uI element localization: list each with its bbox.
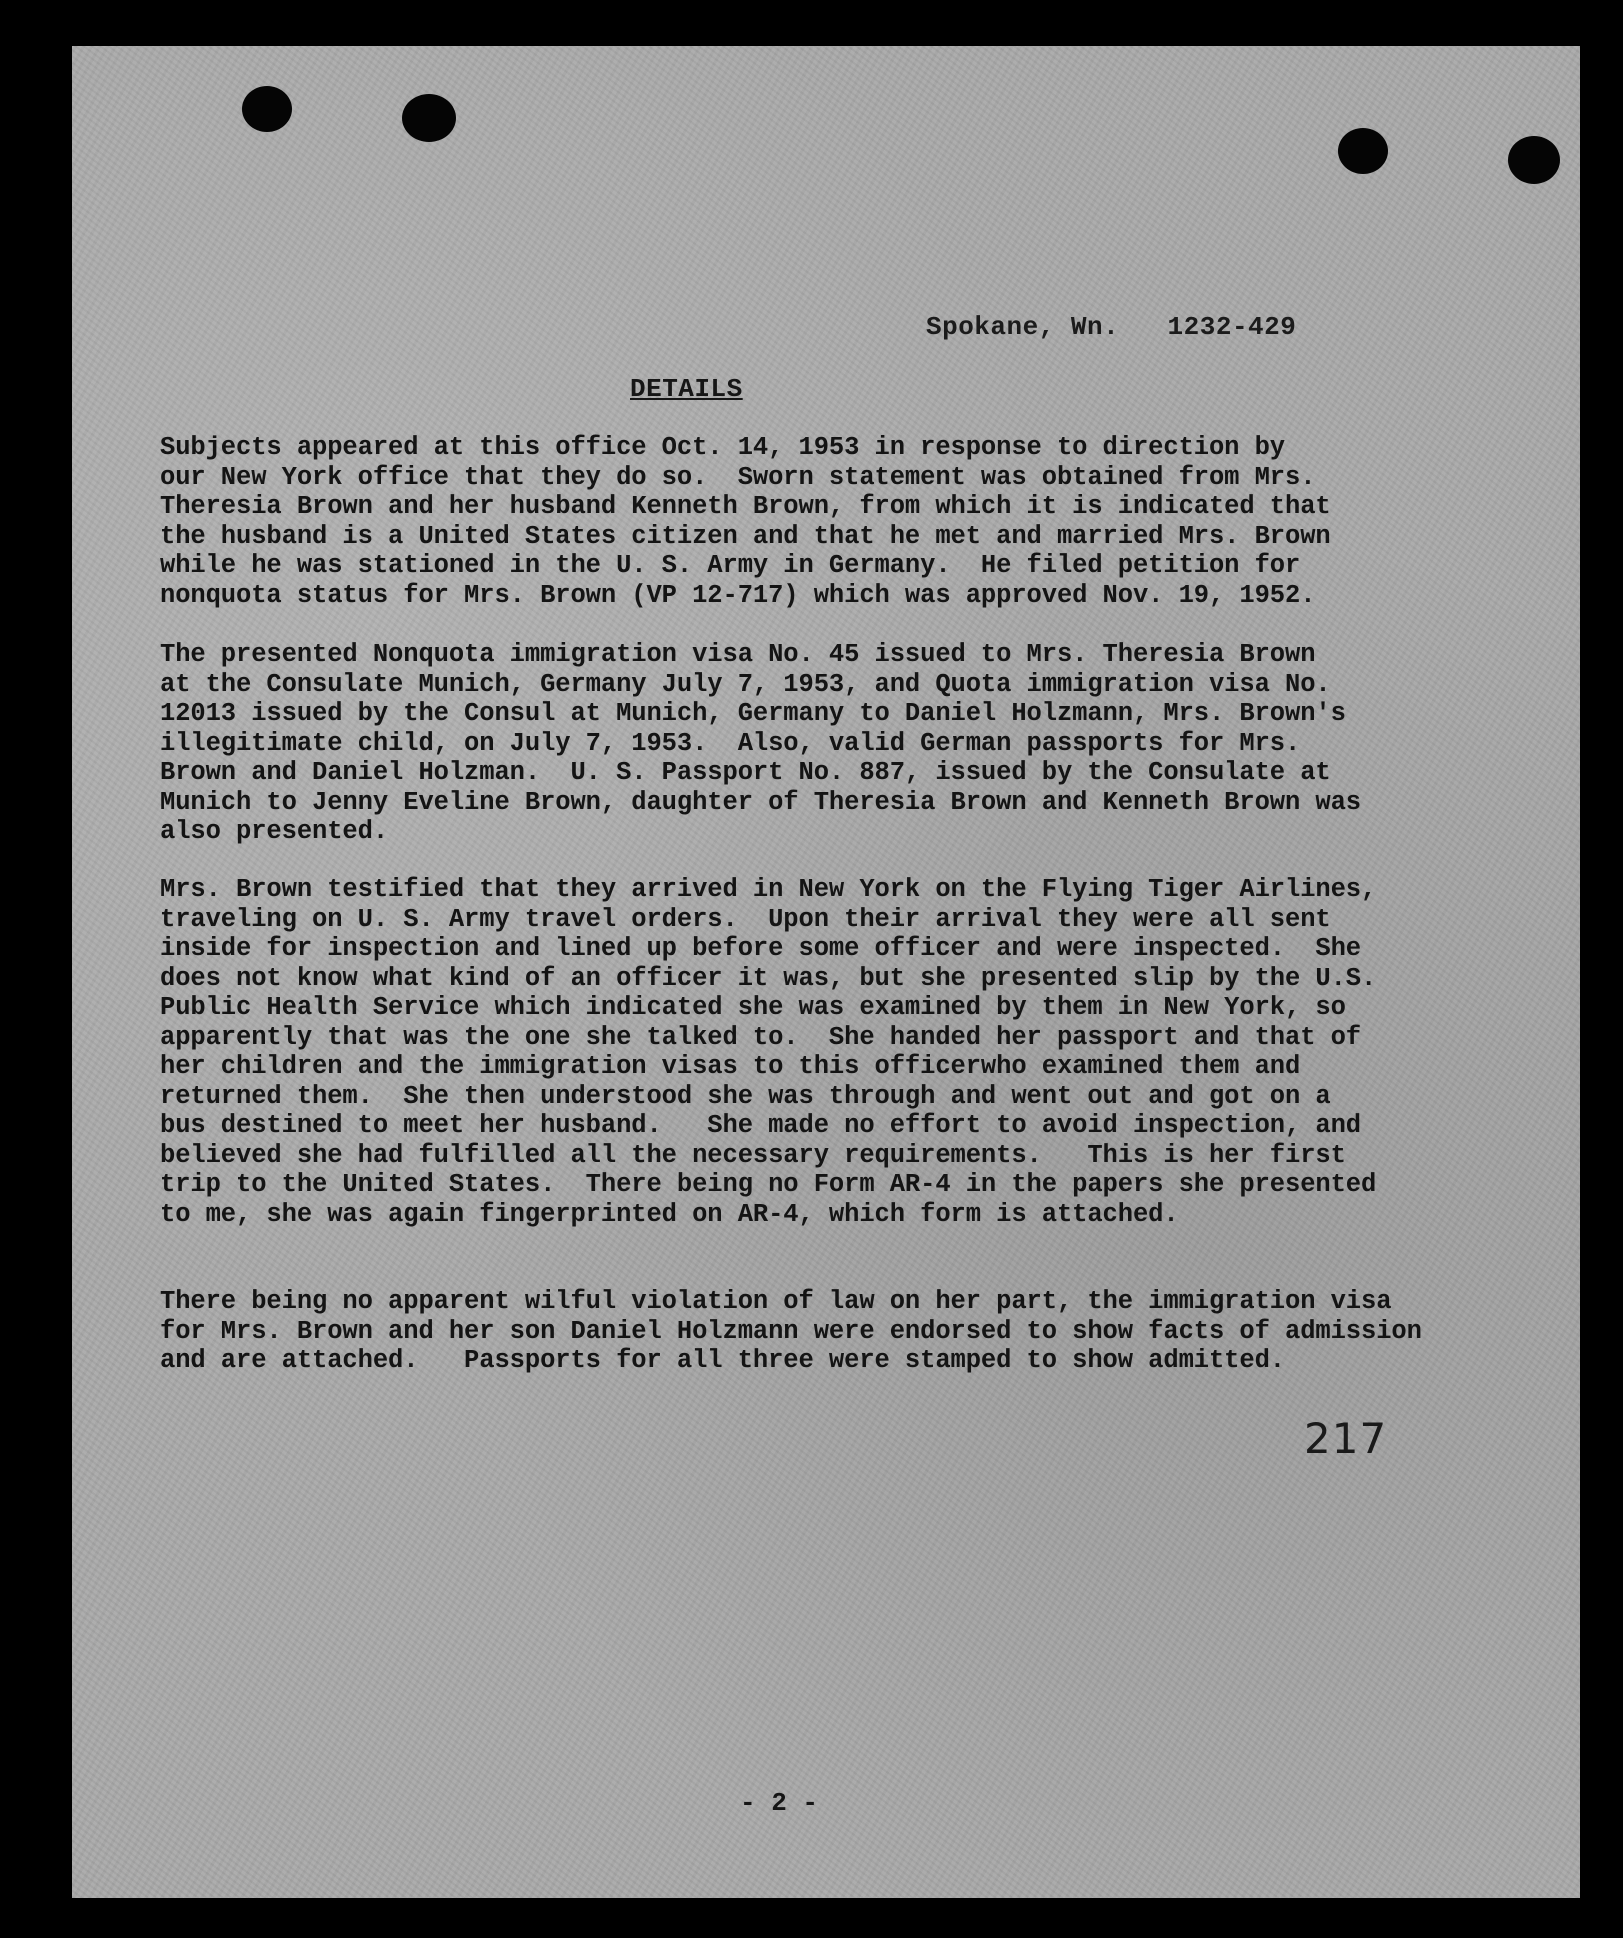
paragraph-4: There being no apparent wilful violation of law on her part, the immigration visa for Mrs. Brown and her son Daniel Holzmann were endorsed to show facts of admission and are attached. Passports for all three were stamped to show admitted.	[160, 1287, 1422, 1375]
page-number: - 2 -	[740, 1788, 819, 1818]
paragraph-1: Subjects appeared at this office Oct. 14, 1953 in response to direction by our New York office that they do so. Sworn statement was obtained from Mrs. Theresia Brown and her husband Kenneth Brown, from which it is indicated that the husband is a United States citizen and that he met and married Mrs. Brown while he was stationed in the U. S. Army in Germany. He filed petition for nonquota status for Mrs. Brown (VP 12-717) which was approved Nov. 19, 1952.	[160, 433, 1331, 610]
stamped-number: 217	[1304, 1414, 1388, 1463]
paragraph-3: Mrs. Brown testified that they arrived in New York on the Flying Tiger Airlines, traveling on U. S. Army travel orders. Upon their arrival they were all sent inside for inspection and lined up before some officer and were inspected. She does not know what kind of an officer it was, but she presented slip by the U.S. Public Health Service which indicated she was examined by them in New York, so apparently that was the one she talked to. She handed her passport and that of her children and the immigration visas to this officerwho examined them and returned them. She then understood she was through and went out and got on a bus destined to meet her husband. She made no effort to avoid inspection, and believed she had fulfilled all the necessary requirements. This is her first trip to the United States. There being no Form AR-4 in the papers she presented to me, she was again fingerprinted on AR-4, which form is attached.	[160, 875, 1377, 1229]
paragraph-2: The presented Nonquota immigration visa No. 45 issued to Mrs. Theresia Brown at the Consulate Munich, Germany July 7, 1953, and Quota immigration visa No. 12013 issued by the Consul at Munich, Germany to Daniel Holzmann, Mrs. Brown's illegitimate child, on July 7, 1953. Also, valid German passports for Mrs. Brown and Daniel Holzman. U. S. Passport No. 887, issued by the Consulate at Munich to Jenny Eveline Brown, daughter of Theresia Brown and Kenneth Brown was also presented.	[160, 640, 1361, 846]
punch-hole	[402, 94, 456, 142]
punch-hole	[1338, 128, 1388, 174]
section-title: DETAILS	[630, 374, 743, 404]
punch-hole	[242, 86, 292, 132]
file-reference: Spokane, Wn. 1232-429	[926, 312, 1297, 342]
punch-hole	[1508, 136, 1560, 184]
